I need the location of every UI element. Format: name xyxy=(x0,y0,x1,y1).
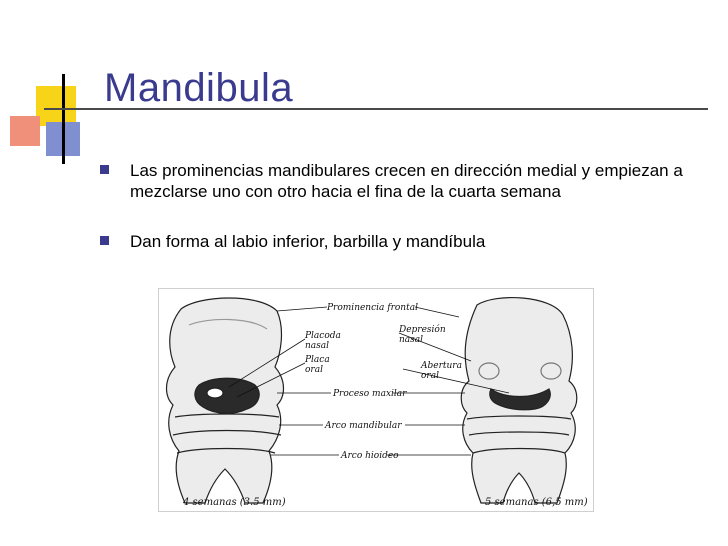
label-prominencia-frontal: Prominencia frontal xyxy=(327,303,418,313)
caption-5-semanas: 5 semanas (6,5 mm) xyxy=(485,497,588,508)
label-arco-mandibular: Arco mandibular xyxy=(325,421,402,431)
label-placoda-nasal-2: nasal xyxy=(305,341,330,351)
decor-vertical-line xyxy=(62,74,65,164)
decor-pink-square xyxy=(10,116,40,146)
label-proceso-maxilar: Proceso maxilar xyxy=(333,389,407,399)
embryo-drawing xyxy=(159,289,593,511)
square-bullet-icon xyxy=(100,165,109,174)
label-arco-hioideo: Arco hioideo xyxy=(341,451,399,461)
embryo-face-illustration xyxy=(158,288,594,512)
label-placa-oral-1: Placa xyxy=(305,355,330,365)
label-placa-oral-2: oral xyxy=(305,365,323,375)
bullet-item xyxy=(100,160,712,202)
bullet-item xyxy=(100,231,712,252)
bullet-list xyxy=(100,160,712,281)
label-abertura-oral-2: oral xyxy=(421,371,439,381)
bullet-text: Dan forma al labio inferior, barbilla y mandíbula xyxy=(130,232,486,251)
slide-title: Mandibula xyxy=(104,66,294,110)
label-depresion-nasal-2: nasal xyxy=(399,335,424,345)
embryo-4-weeks xyxy=(167,298,284,503)
decor-yellow-square xyxy=(36,86,76,126)
square-bullet-icon xyxy=(100,236,109,245)
label-placoda-nasal-1: Placoda xyxy=(305,331,341,341)
label-abertura-oral-1: Abertura xyxy=(421,361,462,371)
label-depresion-nasal-1: Depresión xyxy=(399,325,446,335)
caption-4-semanas: 4 semanas (3.5 mm) xyxy=(183,497,286,508)
bullet-text: Las prominencias mandibulares crecen en dirección medial y empiezan a mezclarse uno con otro hacia el fina de la cuarta semana xyxy=(130,161,683,201)
embryo-5-weeks xyxy=(461,298,577,503)
